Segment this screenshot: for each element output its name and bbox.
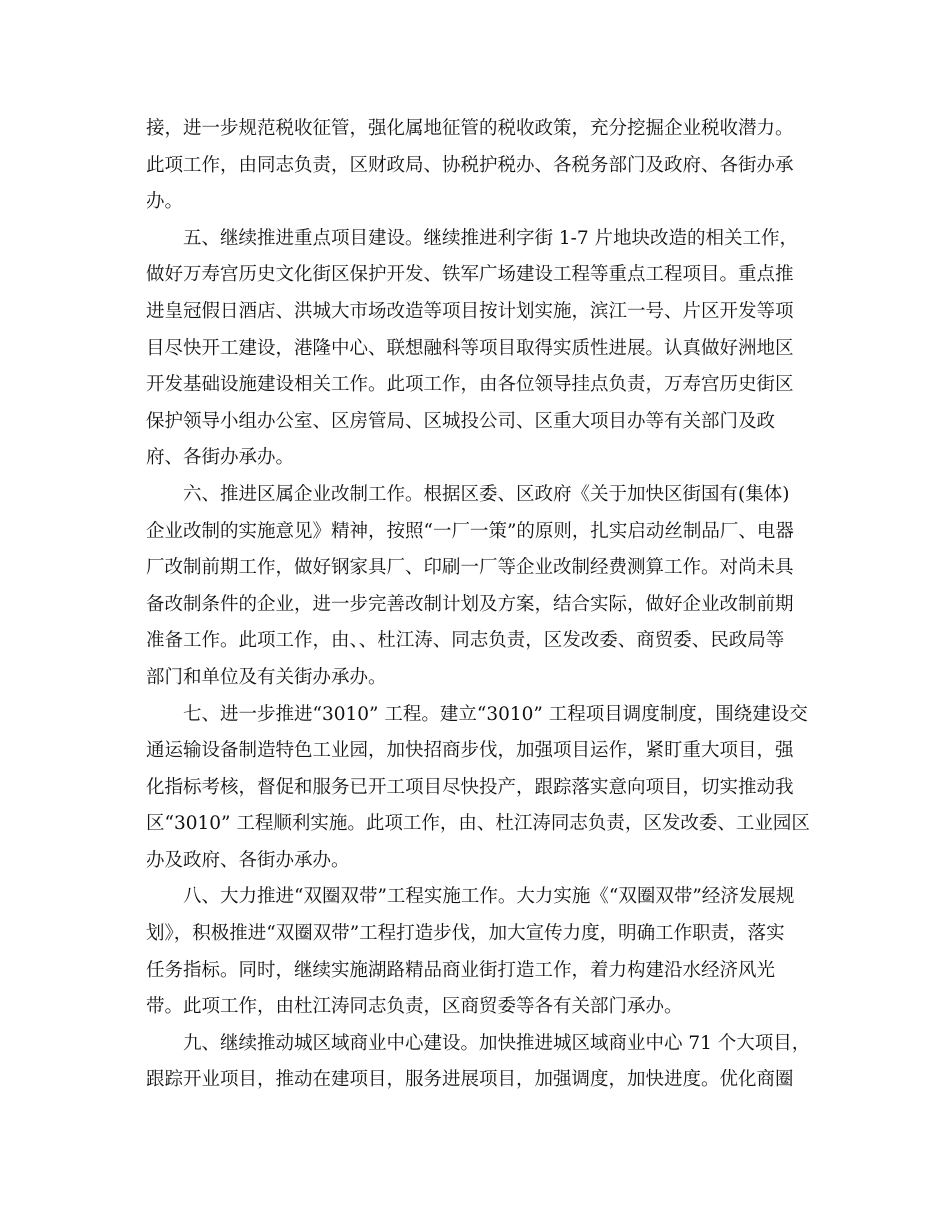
text-line: 保护领导小组办公室、区房管局、区城投公司、区重大项目办等有关部门及政 [146, 410, 776, 432]
text-line: 开发基础设施建设相关工作。此项工作，由各位领导挂点负责，万寿宫历史街区 [146, 374, 794, 396]
text-line: 备改制条件的企业，进一步完善改制计划及方案，结合实际，做好企业改制前期 [146, 593, 794, 615]
text-line: 接，进一步规范税收征管，强化属地征管的税收政策，充分挖掘企业税收潜力。 [146, 118, 794, 139]
text-line: 部门和单位及有关街办承办。 [146, 666, 387, 688]
text-line: 七、进一步推进“3010” 工程。建立“3010” 工程项目调度制度，围绕建设交 [183, 703, 808, 725]
text-line: 九、继续推动城区域商业中心建设。加快推进城区域商业中心 71 个大项目， [183, 1032, 811, 1054]
text-line: 企业改制的实施意见》精神，按照“一厂一策”的原则，扎实启动丝制品厂、电器 [146, 520, 794, 542]
text-line: 区“3010” 工程顺利实施。此项工作，由、杜江涛同志负责，区发改委、工业园区 [146, 813, 810, 835]
text-line: 厂改制前期工作，做好钢家具厂、印刷一厂等企业改制经费测算工作。对尚未具 [146, 557, 794, 579]
text-line: 六、推进区属企业改制工作。根据区委、区政府《关于加快区街国有(集体) [183, 483, 790, 505]
text-line: 进皇冠假日酒店、洪城大市场改造等项目按计划实施，滨江一号、片区开发等项 [146, 300, 794, 322]
text-line: 化指标考核，督促和服务已开工项目尽快投产，跟踪落实意向项目，切实推动我 [146, 776, 794, 798]
text-line: 五、继续推进重点项目建设。继续推进利字街 1-7 片地块改造的相关工作， [183, 227, 799, 249]
text-line: 目尽快开工建设，港隆中心、联想融科等项目取得实质性进展。认真做好洲地区 [146, 337, 794, 359]
text-line: 办。 [146, 191, 184, 213]
text-line: 通运输设备制造特色工业园，加快招商步伐，加强项目运作，紧盯重大项目，强 [146, 740, 794, 762]
text-line: 带。此项工作，由杜江涛同志负责，区商贸委等各有关部门承办。 [146, 996, 683, 1018]
text-line: 府、各街办承办。 [146, 447, 295, 469]
text-line: 此项工作，由同志负责，区财政局、协税护税办、各税务部门及政府、各街办承 [146, 154, 794, 176]
document-body [146, 111, 816, 1099]
text-line: 八、大力推进“双圈双带”工程实施工作。大力实施《“双圈双带”经济发展规 [183, 886, 795, 908]
text-line: 跟踪开业项目，推动在建项目，服务进展项目，加强调度，加快进度。优化商圈 [146, 1069, 794, 1091]
text-line: 任务指标。同时，继续实施湖路精品商业街打造工作，着力构建沿水经济风光 [146, 959, 776, 981]
text-line: 划》，积极推进“双圈双带”工程打造步伐，加大宣传力度，明确工作职责，落实 [146, 923, 785, 945]
text-line: 做好万寿宫历史文化街区保护开发、铁军广场建设工程等重点工程项目。重点推 [146, 264, 794, 286]
text-line: 办及政府、各街办承办。 [146, 849, 350, 871]
text-line: 准备工作。此项工作，由、、杜江涛、同志负责，区发改委、商贸委、民政局等 [146, 630, 785, 652]
